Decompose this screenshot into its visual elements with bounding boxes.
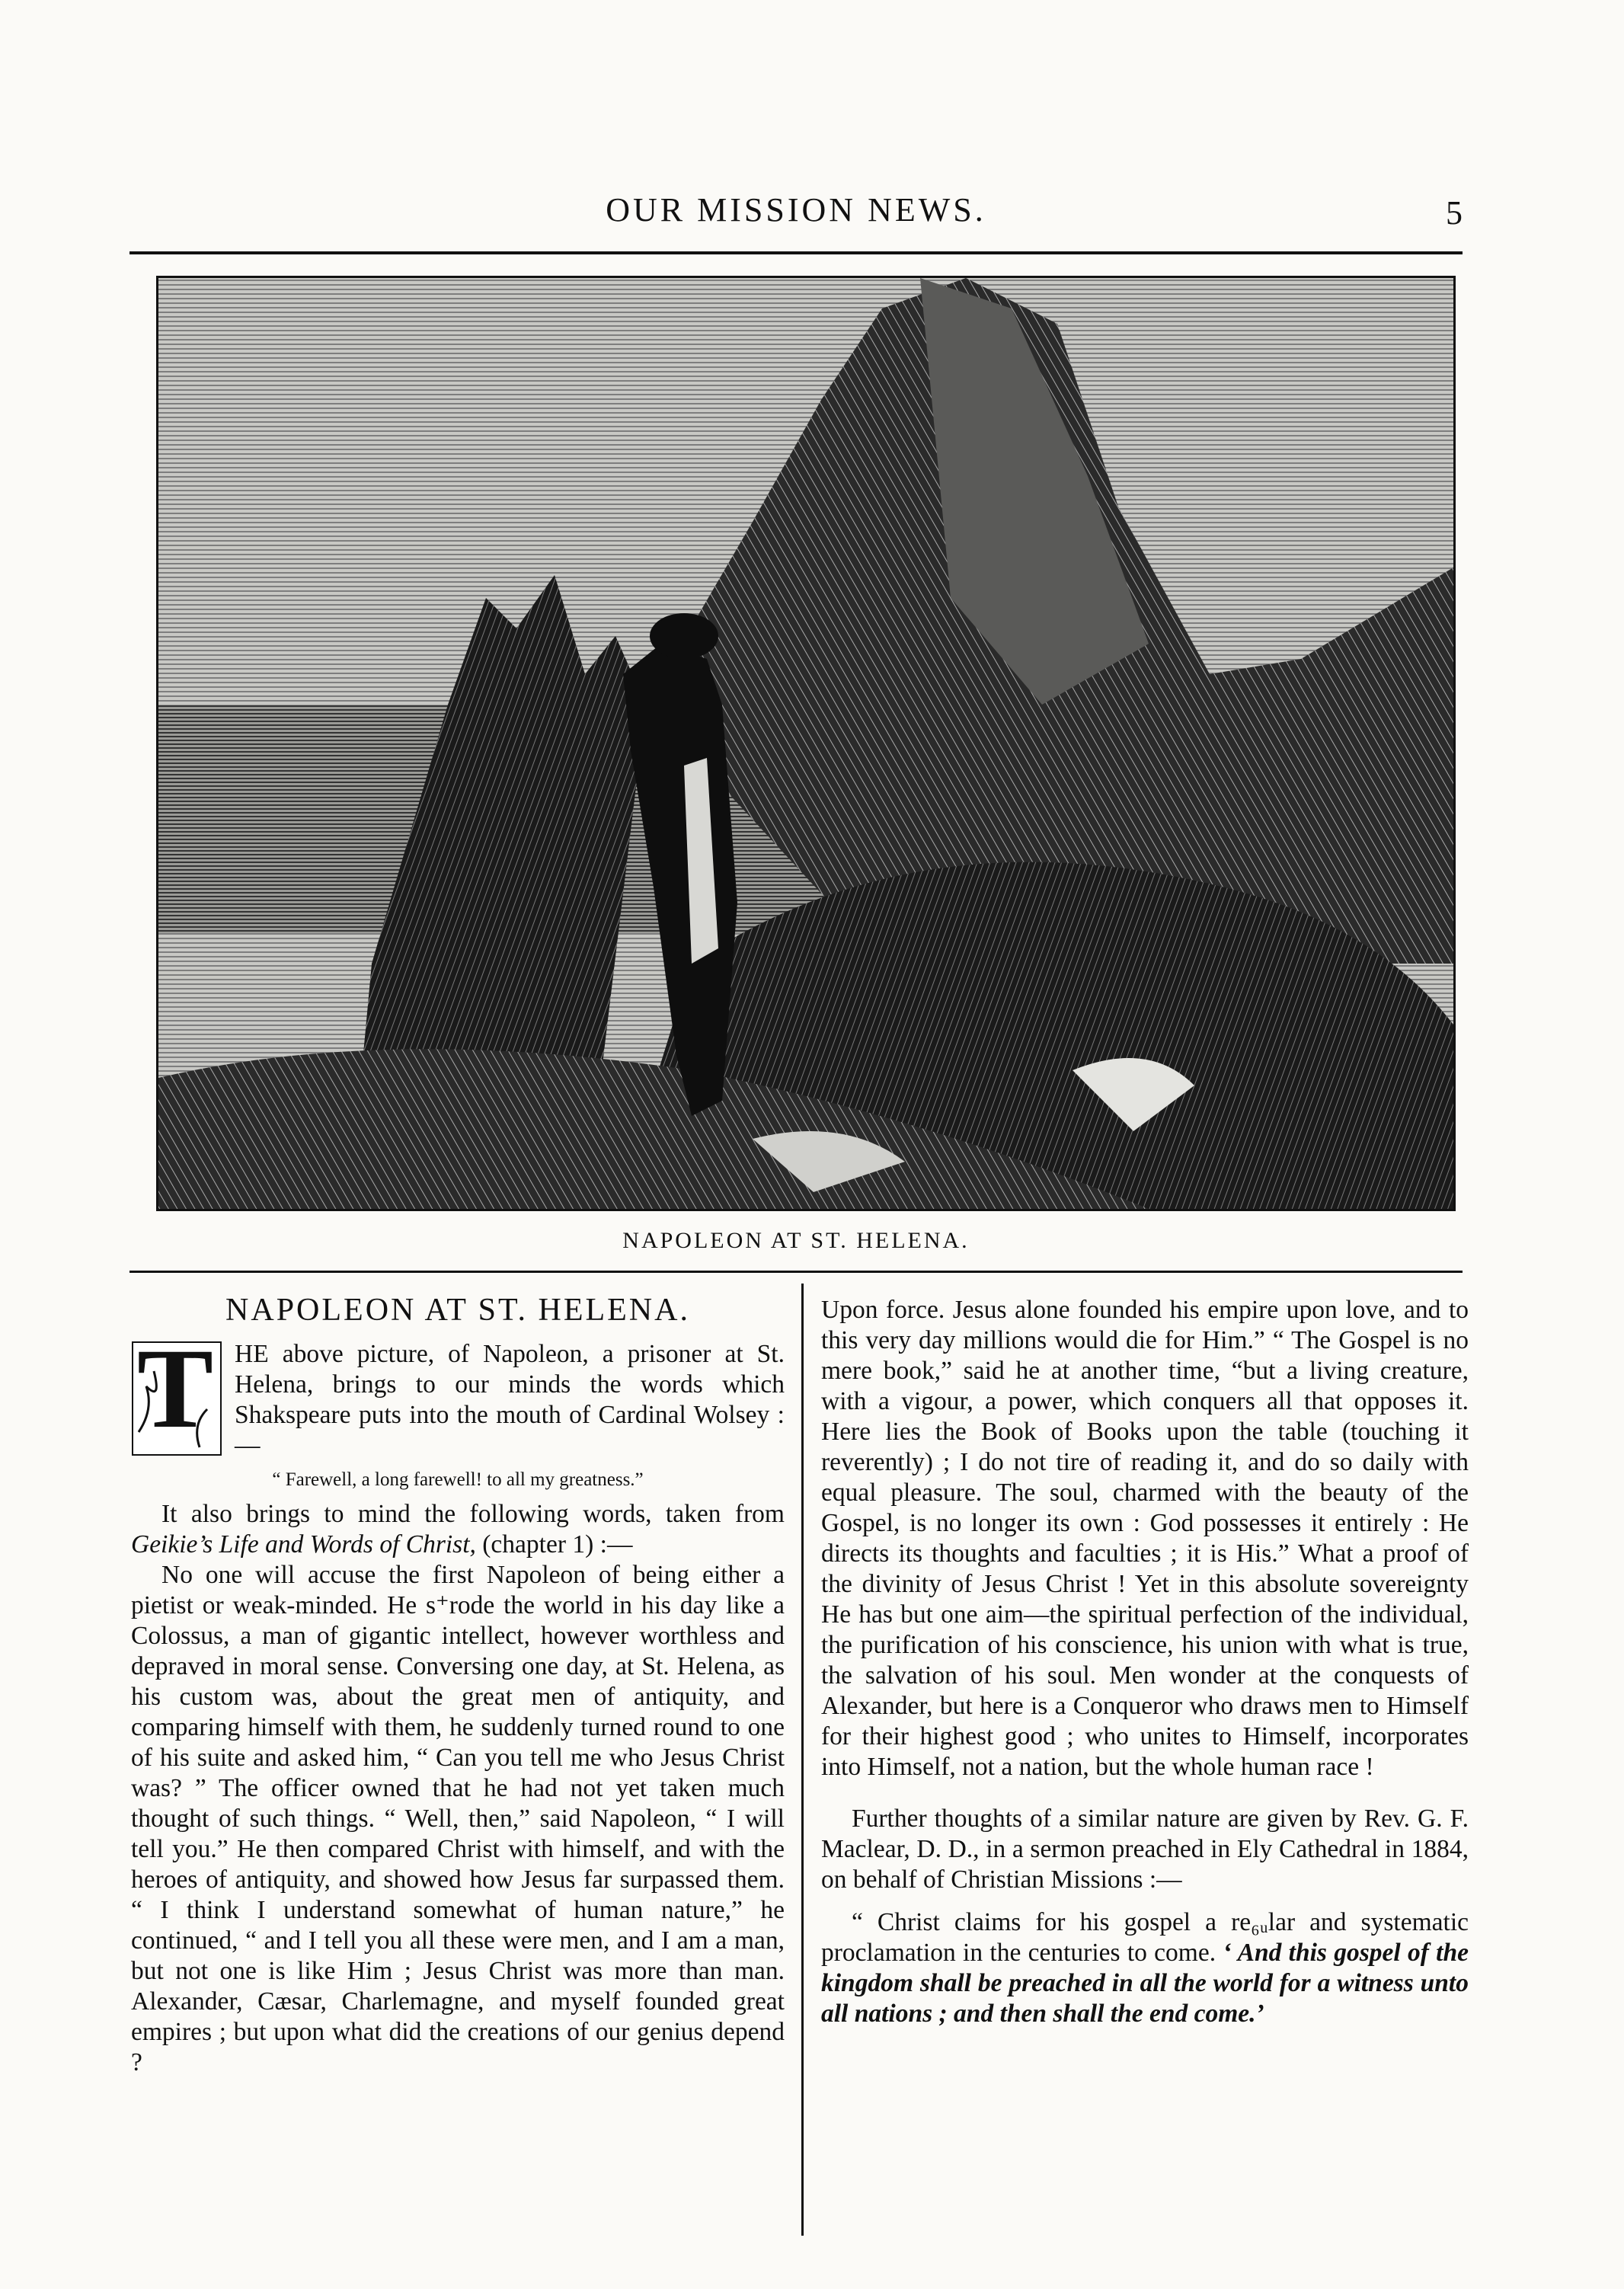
running-title: OUR MISSION NEWS.	[606, 191, 986, 229]
intro-paragraph	[131, 1325, 785, 1461]
scripture-quote: ‘ And this gospel of the kingdom shall be preached in all the world for a witness unto all nations ; and then shall the end come.’	[821, 1939, 1469, 2028]
drop-cap	[131, 1325, 222, 1456]
napoleon-illustration	[156, 276, 1456, 1211]
illustration-caption: NAPOLEON AT ST. HELENA.	[622, 1228, 970, 1253]
geikie-text-a: It also brings to mind the following words, taken from	[161, 1500, 785, 1528]
paragraph-christ-claims	[821, 1907, 1469, 2029]
page-number: 5	[1446, 194, 1463, 232]
paragraph-maclear: Further thoughts of a similar nature are given by Rev. G. F. Maclear, D. D., in a sermon preached in Ely Cathedral in 1884, on behalf of Christian Missions :—	[821, 1805, 1469, 1894]
horizontal-rule	[129, 1271, 1463, 1273]
left-column	[131, 1295, 785, 2078]
column-divider	[801, 1284, 804, 2236]
drop-cap-letter: T	[137, 1325, 214, 1452]
paragraph-napoleon: No one will accuse the first Napoleon of being either a pietist or weak-minded. He s⁺rode the world in his day like a Colossus, a man of gigantic intellect, however worthless and depraved in moral sense. Conversing one day, at St. Helena, as his custom was, about the great men of antiquity, and comparing himself with them, he suddenly turned round to one of his suite and asked him, “ Can you tell me who Jesus Christ was? ” The officer owned that he had not yet taken much thought of such things. “ Well, then,” said Napoleon, “ I will tell you.” He then compared Christ with himself, and with the heroes of antiquity, and showed how Jesus far surpassed them. “ I think I understand somewhat of human nature,” he continued, “ and I tell you all these were men, and I am a man, but not one is like Him ; Jesus Christ was more than man. Alexander, Cæsar, Charlemagne, and myself founded great empires ; but upon what did the creations of our genius depend ?	[131, 1561, 785, 2076]
right-column	[821, 1295, 1469, 2029]
intro-text: HE above picture, of Napoleon, a prisoner at St. Helena, brings to our minds the words which Shakspeare puts into the mouth of Cardinal Wolsey :—	[235, 1340, 785, 1459]
napoleon-on-cliff-icon	[158, 278, 1453, 1209]
page-header	[129, 183, 1463, 254]
article-title: NAPOLEON AT ST. HELENA.	[225, 1293, 690, 1328]
geikie-text-b: (chapter 1) :—	[475, 1530, 633, 1559]
claims-text: “ Christ claims for his gospel a re₆ᵤlar and systematic proclamation in the centuries to come.	[821, 1908, 1469, 1967]
wolsey-quote: “ Farewell, a long farewell! to all my greatness.”	[272, 1469, 644, 1490]
paragraph-continued: Upon force. Jesus alone founded his empire upon love, and to this very day millions would die for Him.” “ The Gospel is no mere book,” said he at another time, “but a living creature, with a vigour, a power, which conquers all that opposes it. Here lies the Book of Books upon the table (touching it reverently) ; I do not tire of reading it, and do so daily with equal pleasure. The soul, charmed with the beauty of the Gospel, is no longer its own : God possesses it entirely : He directs its thoughts and faculties ; it is His.” What a proof of the divinity of Jesus Christ ! Yet in this absolute sovereignty He has but one aim—the spiritual perfection of the individual, the purification of his conscience, his union with what is true, the salvation of his soul. Men wonder at the conquests of Alexander, but here is a Conqueror who draws men to Himself for their highest good ; who unites to Himself, incorporates into Himself, not a nation, but the whole human race !	[821, 1296, 1469, 1781]
paragraph-geikie	[131, 1499, 785, 1560]
geikie-book-title: Geikie’s Life and Words of Christ,	[131, 1530, 476, 1559]
